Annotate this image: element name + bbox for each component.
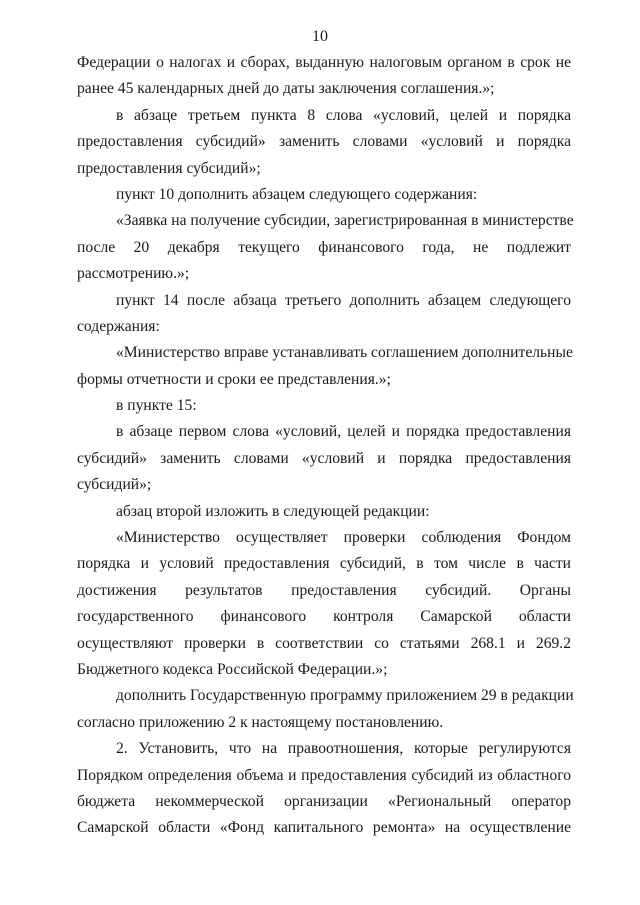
text-line: государственного финансового контроля Самарской области <box>77 608 571 626</box>
page-number: 10 <box>312 28 328 45</box>
text-line: согласно приложению 2 к настоящему постановлению. <box>77 713 444 731</box>
text-line: в абзаце третьем пункта 8 слова «условий, целей и порядка <box>116 106 571 124</box>
text-line: Самарской области «Фонд капитального ремонта» на осуществление <box>77 819 571 837</box>
text-line: 2. Установить, что на правоотношения, которые регулируются <box>116 740 571 758</box>
text-line: формы отчетности и сроки ее представления.»; <box>77 370 391 388</box>
text-line: предоставления субсидий» заменить словами «условий и порядка <box>77 133 571 151</box>
text-line: дополнить Государственную программу приложением 29 в редакции <box>116 687 574 705</box>
text-line: Порядком определения объема и предоставления субсидий из областного <box>77 766 571 784</box>
text-line: «Министерство вправе устанавливать соглашением дополнительные <box>116 344 573 362</box>
text-line: бюджета некоммерческой организации «Региональный оператор <box>77 792 571 810</box>
text-line: предоставления субсидий»; <box>77 159 261 177</box>
text-line: Федерации о налогах и сборах, выданную налоговым органом в срок не <box>77 54 571 71</box>
text-line: Бюджетного кодекса Российской Федерации.»; <box>77 660 388 678</box>
text-line: осуществляют проверки в соответствии со статьями 268.1 и 269.2 <box>77 634 571 652</box>
text-line: пункт 14 после абзаца третьего дополнить абзацем следующего <box>116 291 571 309</box>
text-line: субсидий»; <box>77 476 152 494</box>
text-line: «Министерство осуществляет проверки соблюдения Фондом <box>116 529 571 547</box>
text-line: пункт 10 дополнить абзацем следующего содержания: <box>116 185 478 203</box>
text-line: рассмотрению.»; <box>77 265 190 283</box>
document-body <box>77 50 574 842</box>
text-line: ранее 45 календарных дней до даты заключения соглашения.»; <box>77 80 495 98</box>
text-line: достижения результатов предоставления субсидий. Органы <box>77 581 571 599</box>
text-line: абзац второй изложить в следующей редакции: <box>116 502 430 520</box>
text-line: субсидий» заменить словами «условий и порядка предоставления <box>77 449 571 467</box>
text-line: содержания: <box>77 317 160 335</box>
text-line: в абзаце первом слова «условий, целей и порядка предоставления <box>116 423 571 441</box>
text-line: «Заявка на получение субсидии, зарегистрированная в министерстве <box>116 212 574 230</box>
text-line: порядка и условий предоставления субсидий, в том числе в части <box>77 555 571 573</box>
text-line: после 20 декабря текущего финансового года, не подлежит <box>77 238 571 256</box>
text-line: в пункте 15: <box>116 397 197 415</box>
